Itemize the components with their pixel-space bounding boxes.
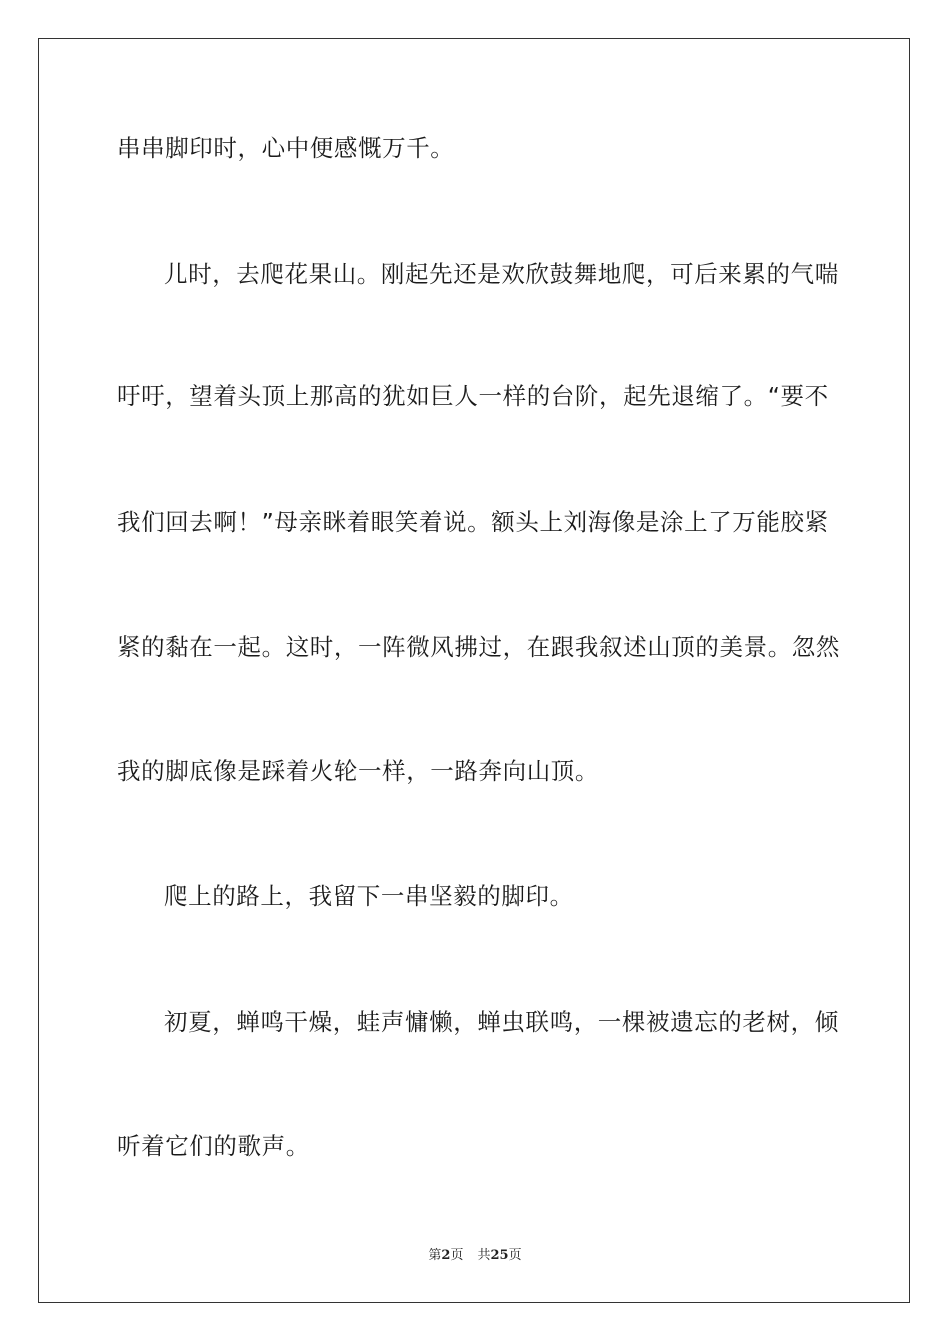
total-suffix: 页 — [508, 1248, 522, 1263]
paragraph-line: 初夏，蝉鸣干燥，蛙声慵懒，蝉虫联鸣，一棵被遗忘的老树，倾 — [164, 1008, 839, 1036]
paragraph-line: 爬上的路上，我留下一串坚毅的脚印。 — [164, 882, 574, 910]
paragraph-line: 我的脚底像是踩着火轮一样，一路奔向山顶。 — [117, 757, 599, 785]
paragraph-line: 我们回去啊！”母亲眯着眼笑着说。额头上刘海像是涂上了万能胶紧 — [117, 508, 829, 536]
total-pages: 25 — [490, 1248, 509, 1263]
page-border — [38, 38, 910, 1303]
paragraph-line: 儿时，去爬花果山。刚起先还是欢欣鼓舞地爬，可后来累的气喘 — [164, 260, 839, 288]
page-suffix: 页 — [450, 1248, 464, 1263]
paragraph-line: 串串脚印时，心中便感慨万千。 — [117, 134, 455, 162]
total-prefix: 共 — [477, 1248, 491, 1263]
page-prefix: 第 — [428, 1248, 442, 1263]
paragraph-line: 吁吁，望着头顶上那高的犹如巨人一样的台阶，起先退缩了。“要不 — [117, 382, 829, 410]
page-number: 2 — [441, 1248, 451, 1263]
paragraph-line: 紧的黏在一起。这时，一阵微风拂过，在跟我叙述山顶的美景。忽然 — [117, 633, 840, 661]
paragraph-line: 听着它们的歌声。 — [117, 1132, 310, 1160]
page-footer — [0, 1247, 950, 1265]
